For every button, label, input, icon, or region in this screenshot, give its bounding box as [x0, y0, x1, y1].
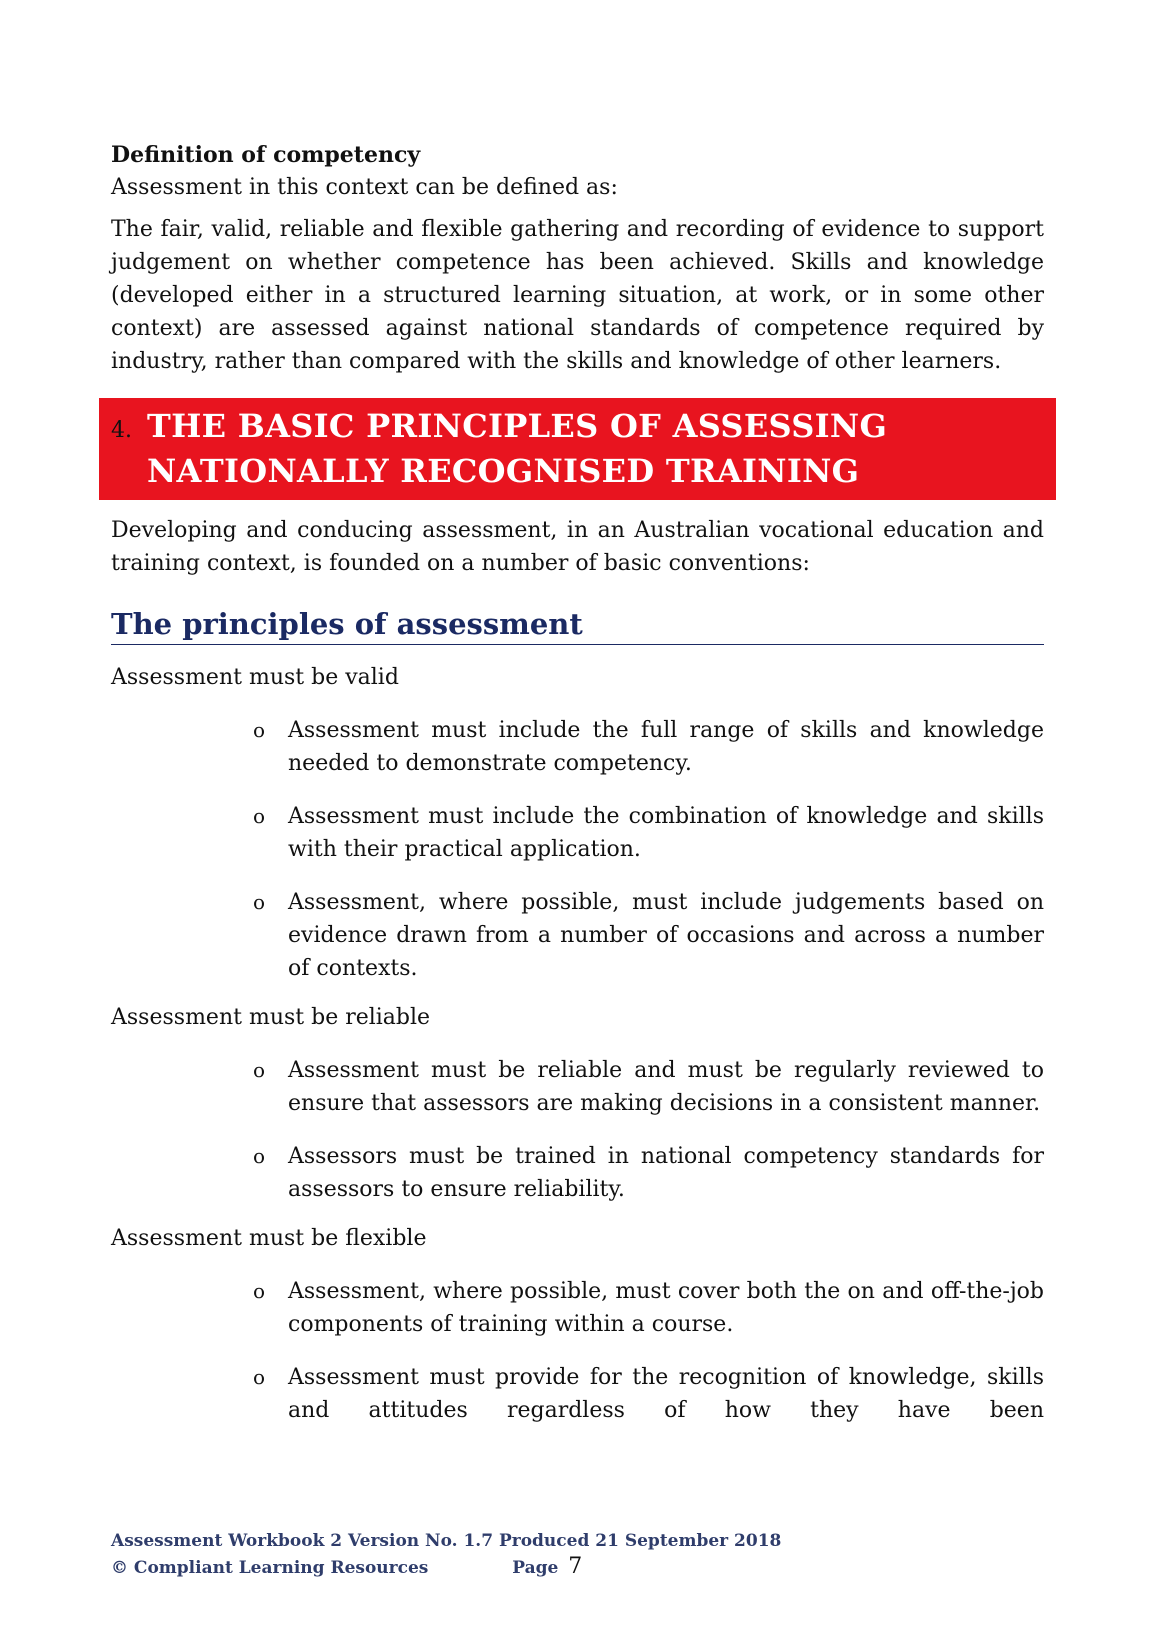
list-item [111, 1054, 1044, 1120]
list-item-text: Assessment must include the combination of knowledge and skills with their practical application. [288, 804, 1044, 862]
page-footer [111, 1528, 781, 1581]
footer-line-2 [111, 1554, 781, 1581]
group-label-valid: Assessment must be valid [111, 665, 399, 690]
section-4-number: 4. [111, 418, 132, 443]
footer-page-label: Page [512, 1558, 559, 1578]
list-item-text: Assessment must include the full range of skills and knowledge needed to demonstrate competency. [288, 718, 1044, 776]
definition-title: Definition of competency [111, 142, 421, 168]
definition-body: The fair, valid, reliable and flexible gathering and recording of evidence to support judgement on whether competence has been achieved. Skills and knowledge (developed either in a structured learning situation, at work, or in some other context) are assessed against national standards of competence required by industry, rather than compared with the skills and knowledge of other learners. [111, 217, 1044, 374]
bullet-mark: o [253, 1279, 266, 1303]
footer-copyright: © Compliant Learning Resources [111, 1558, 429, 1578]
group-label-reliable: Assessment must be reliable [111, 1005, 431, 1030]
section-4-title [147, 404, 1056, 494]
page-content [111, 139, 1044, 1427]
list-item-text: Assessors must be trained in national competency standards for assessors to ensure reliability. [288, 1144, 1044, 1202]
bullet-mark: o [253, 1058, 266, 1082]
section-4-title-line-2: NATIONALLY RECOGNISED TRAINING [147, 452, 860, 490]
footer-page-number: 7 [568, 1554, 583, 1579]
list-item [111, 800, 1044, 866]
bullet-mark: o [253, 1365, 266, 1389]
bullet-list-flexible [111, 1275, 1044, 1427]
bullet-list-valid [111, 714, 1044, 985]
principles-heading: The principles of assessment [111, 606, 1044, 645]
list-item [111, 886, 1044, 985]
footer-version: Assessment Workbook 2 Version No. 1.7 Produced 21 September 2018 [111, 1531, 782, 1551]
section-4-banner [99, 398, 1056, 500]
list-item-text: Assessment must be reliable and must be regularly reviewed to ensure that assessors are making decisions in a consistent manner. [288, 1058, 1044, 1116]
bullet-mark: o [253, 804, 266, 828]
list-item [111, 1275, 1044, 1341]
section-4-intro: Developing and conducing assessment, in an Australian vocational education and training context, is founded on a number of basic conventions: [111, 518, 1044, 576]
list-item-text: Assessment, where possible, must include judgements based on evidence drawn from a number of occasions and across a number of contexts. [288, 890, 1044, 981]
bullet-mark: o [253, 718, 266, 742]
list-item-text: Assessment must provide for the recognition of knowledge, skills and attitudes regardless of how they have been [288, 1365, 1044, 1423]
bullet-mark: o [253, 1144, 266, 1168]
group-label-flexible: Assessment must be flexible [111, 1226, 427, 1251]
definition-intro: Assessment in this context can be defined as: [111, 175, 618, 200]
list-item-text: Assessment, where possible, must cover both the on and off-the-job components of training within a course. [288, 1279, 1044, 1337]
list-item [111, 1361, 1044, 1427]
section-4-title-line-1: THE BASIC PRINCIPLES OF ASSESSING [147, 407, 888, 445]
bullet-mark: o [253, 890, 266, 914]
list-item [111, 1140, 1044, 1206]
bullet-list-reliable [111, 1054, 1044, 1206]
list-item [111, 714, 1044, 780]
